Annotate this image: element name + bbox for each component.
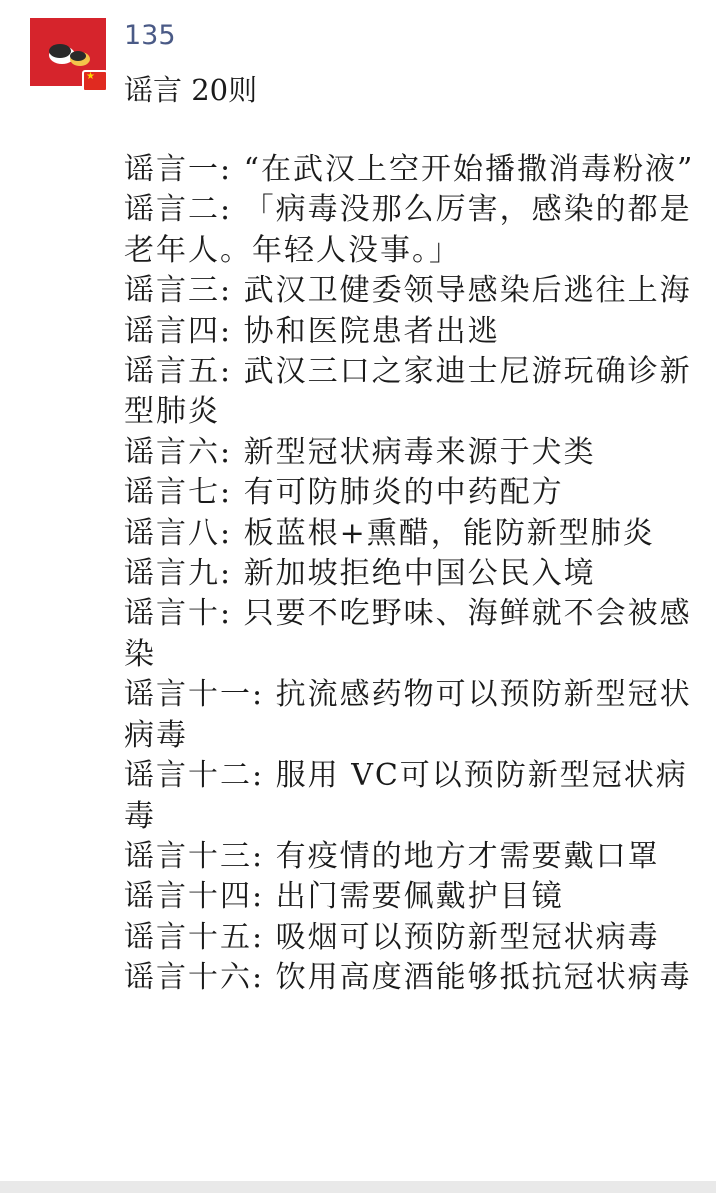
- rumor-text: 板蓝根+熏醋，能防新型肺炎: [243, 515, 655, 551]
- rumor-label: 谣言二:: [124, 192, 233, 228]
- rumor-label: 谣言十三:: [124, 838, 265, 874]
- rumor-label: 谣言六:: [124, 434, 233, 470]
- rumor-label: 谣言四:: [124, 313, 233, 349]
- rumor-item: [124, 554, 696, 594]
- rumor-text: 只要不吃野味、海鲜就不会被感染: [124, 596, 692, 672]
- rumor-text: 有可防肺炎的中药配方: [243, 475, 564, 511]
- rumor-label: 谣言十五:: [124, 919, 265, 955]
- rumor-item: [124, 675, 696, 756]
- rumor-item: [124, 514, 696, 554]
- rumor-label: 谣言十二:: [124, 758, 265, 794]
- rumor-label: 谣言十:: [124, 596, 233, 632]
- rumor-label: 谣言三:: [124, 273, 233, 309]
- rumor-item: [124, 312, 696, 352]
- rumor-item: [124, 594, 696, 675]
- rumor-label: 谣言五:: [124, 354, 233, 390]
- rumor-item: [124, 918, 696, 958]
- sender-name[interactable]: 135: [124, 20, 176, 51]
- rumor-text: 武汉卫健委领导感染后逃往上海: [243, 273, 692, 309]
- rumor-item: [124, 473, 696, 513]
- rumor-label: 谣言七:: [124, 475, 233, 511]
- rumor-item: [124, 837, 696, 877]
- rumor-text: 新加坡拒绝中国公民入境: [243, 556, 596, 592]
- rumor-text: 有疫情的地方才需要戴口罩: [275, 838, 660, 874]
- rumor-text: 出门需要佩戴护目镜: [275, 879, 564, 915]
- rumor-text: 「病毒没那么厉害，感染的都是老年人。年轻人没事。」: [124, 192, 692, 268]
- rumor-label: 谣言一:: [124, 152, 233, 187]
- rumor-label: 谣言九:: [124, 556, 233, 592]
- rumor-text: 吸烟可以预防新型冠状病毒: [275, 919, 660, 955]
- bottom-bar: [0, 1181, 716, 1193]
- rumor-text: 饮用高度酒能够抵抗冠状病毒: [275, 960, 692, 996]
- rumor-label: 谣言十六:: [124, 960, 265, 996]
- rumor-label: 谣言八:: [124, 515, 233, 551]
- rumor-text: 抗流感药物可以预防新型冠状病毒: [124, 677, 692, 753]
- rumor-item: [124, 150, 696, 190]
- rumor-text: 武汉三口之家迪士尼游玩确诊新型肺炎: [124, 354, 692, 430]
- rumor-item: [124, 877, 696, 917]
- rumor-item: [124, 433, 696, 473]
- rumor-item: [124, 352, 696, 433]
- rumor-label: 谣言十四:: [124, 879, 265, 915]
- rumor-text: 服用 VC可以预防新型冠状病毒: [124, 758, 688, 834]
- rumor-list: [124, 150, 696, 999]
- rumor-text: 协和医院患者出逃: [243, 313, 500, 349]
- rumor-item: [124, 756, 696, 837]
- rumor-item: [124, 958, 696, 998]
- china-flag-icon: [82, 70, 108, 92]
- rumor-item: [124, 271, 696, 311]
- rumor-label: 谣言十一:: [124, 677, 265, 713]
- rumor-text: “在武汉上空开始播撒消毒粉液”: [243, 152, 695, 187]
- rumor-text: 新型冠状病毒来源于犬类: [243, 434, 596, 470]
- message-title: 谣言 20则: [124, 73, 258, 107]
- rumor-item: [124, 190, 696, 271]
